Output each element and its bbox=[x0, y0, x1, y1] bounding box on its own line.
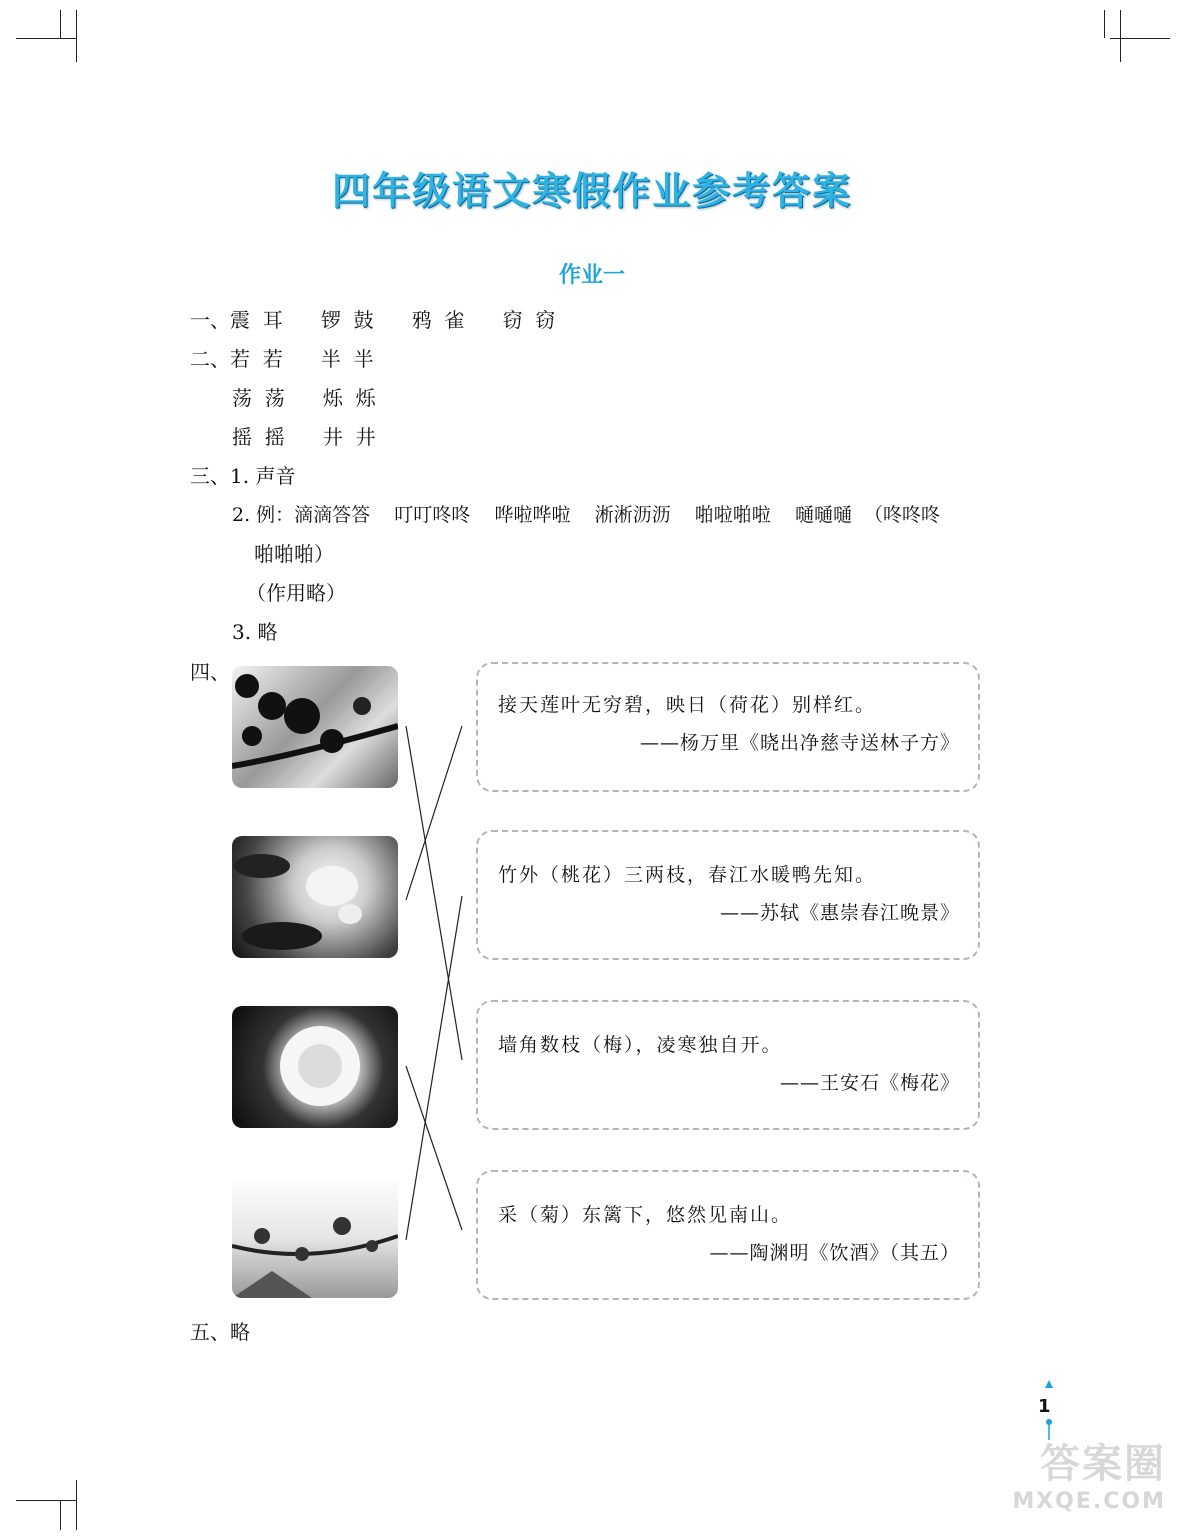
answer-q3-1: 三、1. 声音 bbox=[190, 464, 296, 488]
lotus-flower-photo bbox=[232, 836, 398, 958]
crop-mark bbox=[16, 1500, 76, 1501]
crop-mark bbox=[1110, 38, 1170, 39]
page-title: 四年级语文寒假作业参考答案 bbox=[331, 169, 852, 213]
answer-q3-2: 2. 例：滴滴答答 叮叮咚咚 哗啦哗啦 淅淅沥沥 啪啦啪啦 嗵嗵嗵 （咚咚咚 bbox=[232, 504, 941, 526]
poem-source: ——杨万里《晓出净慈寺送林子方》 bbox=[639, 732, 960, 754]
crop-mark bbox=[1104, 10, 1105, 38]
crop-mark bbox=[1120, 10, 1121, 62]
poem-source: ——王安石《梅花》 bbox=[779, 1072, 960, 1094]
plum-blossom-photo bbox=[232, 666, 398, 788]
poem-box-3 bbox=[476, 1000, 980, 1130]
poem-line: 墙角数枝（梅），凌寒独自开。 bbox=[498, 1034, 783, 1056]
match-line-peach bbox=[406, 896, 462, 1240]
answer-q2a: 二、若 若 半 半 bbox=[190, 347, 374, 371]
peach-blossom-image bbox=[232, 1176, 398, 1298]
answer-q3-3: 3. 略 bbox=[232, 620, 278, 644]
crop-mark bbox=[76, 1480, 77, 1530]
matching-lines bbox=[400, 720, 480, 1280]
crop-mark bbox=[16, 38, 76, 39]
poem-line: 竹外（桃花）三两枝，春江水暖鸭先知。 bbox=[498, 864, 877, 886]
peach-blossom-photo bbox=[232, 1176, 398, 1298]
poem-box-2 bbox=[476, 830, 980, 960]
poem-line: 采（菊）东篱下，悠然见南山。 bbox=[498, 1204, 793, 1226]
watermark-bottom: MXQE.COM bbox=[1012, 1489, 1166, 1514]
poem-source: ——苏轼《惠崇春江晚景》 bbox=[719, 902, 960, 924]
crop-mark bbox=[76, 10, 77, 62]
poem-box-1 bbox=[476, 662, 980, 792]
lotus-flower-image bbox=[232, 836, 398, 958]
poem-source: ——陶渊明《饮酒》（其五） bbox=[709, 1242, 960, 1264]
poem-line: 接天莲叶无穷碧，映日（荷花）别样红。 bbox=[498, 694, 877, 716]
plum-blossom-image bbox=[232, 666, 398, 788]
answer-q1: 一、震 耳 锣 鼓 鸦 雀 窃 窃 bbox=[190, 308, 556, 332]
page-number: 1 bbox=[1038, 1396, 1051, 1417]
section-title: 作业一 bbox=[558, 263, 625, 288]
watermark bbox=[1012, 1432, 1166, 1514]
watermark-top: 答案圈 bbox=[1040, 1441, 1166, 1487]
match-line-lotus bbox=[406, 726, 462, 900]
answer-q5: 五、略 bbox=[190, 1320, 250, 1344]
crop-mark bbox=[60, 1500, 61, 1530]
chrysanthemum-flower-photo bbox=[232, 1006, 398, 1128]
poem-box-4 bbox=[476, 1170, 980, 1300]
match-line-plum bbox=[406, 726, 462, 1060]
crop-mark bbox=[60, 10, 61, 38]
answer-q3-note: （作用略） bbox=[246, 581, 346, 605]
match-line-chrysanthemum bbox=[406, 1066, 462, 1230]
answer-q3-2b: 啪啪啪） bbox=[254, 542, 334, 566]
answer-q4-label: 四、 bbox=[190, 660, 230, 684]
chrysanthemum-flower-image bbox=[232, 1006, 398, 1128]
answer-q2b: 荡 荡 烁 烁 bbox=[232, 386, 376, 410]
answer-q2c: 摇 摇 井 井 bbox=[232, 425, 376, 449]
